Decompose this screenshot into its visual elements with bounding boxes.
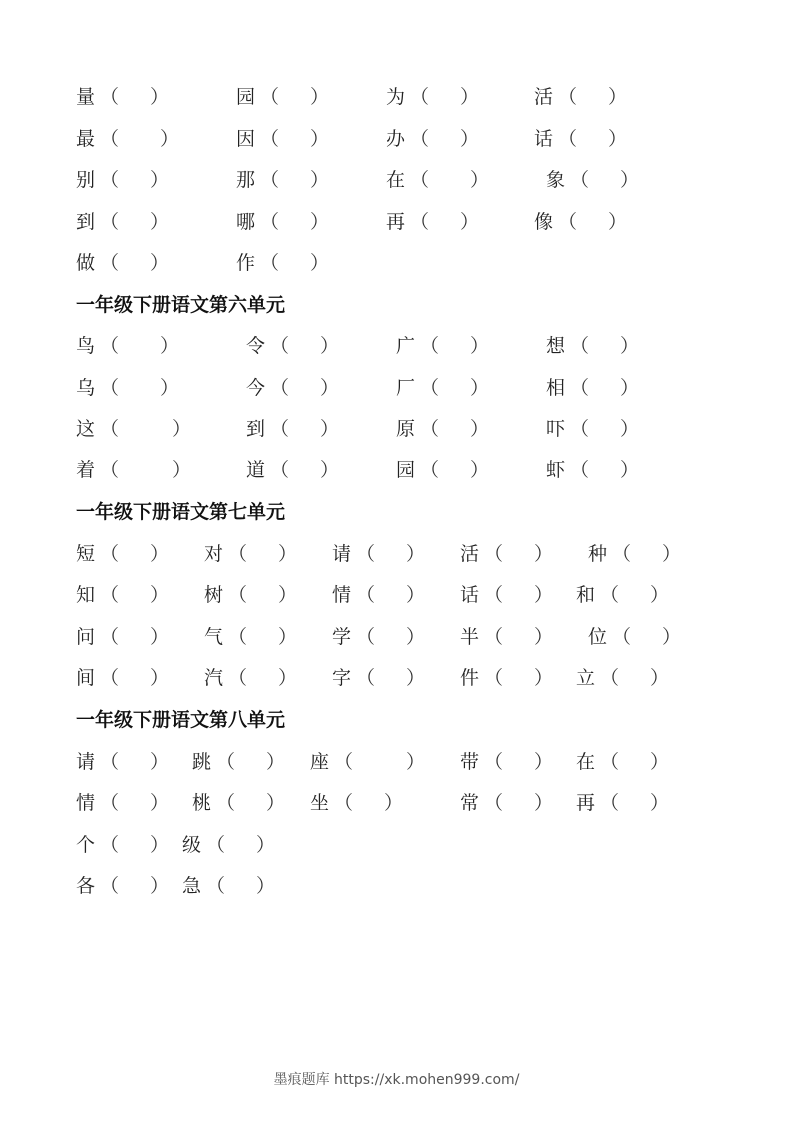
exercise-row	[0, 580, 793, 610]
exercise-item: 最 （ ）	[76, 128, 180, 150]
exercise-item: 座 （ ）	[310, 751, 426, 773]
exercise-item: 在 （ ）	[386, 169, 490, 191]
exercise-item: 对 （ ）	[204, 543, 298, 565]
exercise-item: 吓 （ ）	[546, 418, 640, 440]
section-heading-unit8: 一年级下册语文第八单元	[76, 709, 286, 731]
exercise-item: 桃 （ ）	[192, 792, 286, 814]
exercise-row	[0, 82, 793, 112]
exercise-item: 作 （ ）	[236, 252, 330, 274]
exercise-row	[0, 747, 793, 777]
exercise-item: 知 （ ）	[76, 584, 170, 606]
exercise-item: 想 （ ）	[546, 335, 640, 357]
exercise-item: 再 （ ）	[386, 211, 480, 233]
exercise-item: 哪 （ ）	[236, 211, 330, 233]
exercise-item: 乌 （ ）	[76, 377, 180, 399]
exercise-item: 因 （ ）	[236, 128, 330, 150]
exercise-item: 到 （ ）	[76, 211, 170, 233]
exercise-item: 带 （ ）	[460, 751, 554, 773]
exercise-item: 着 （ ）	[76, 459, 192, 481]
section-heading-unit6: 一年级下册语文第六单元	[76, 294, 286, 316]
exercise-item: 立 （ ）	[576, 667, 670, 689]
exercise-item: 种 （ ）	[588, 543, 682, 565]
exercise-item: 请 （ ）	[76, 751, 170, 773]
exercise-item: 情 （ ）	[76, 792, 170, 814]
exercise-item: 量 （ ）	[76, 86, 170, 108]
exercise-item: 字 （ ）	[332, 667, 426, 689]
exercise-item: 厂 （ ）	[396, 377, 490, 399]
exercise-item: 做 （ ）	[76, 252, 170, 274]
exercise-item: 学 （ ）	[332, 626, 426, 648]
exercise-item: 常 （ ）	[460, 792, 554, 814]
exercise-item: 道 （ ）	[246, 459, 340, 481]
exercise-row	[0, 871, 793, 901]
exercise-item: 个 （ ）	[76, 834, 170, 856]
exercise-item: 为 （ ）	[386, 86, 480, 108]
exercise-item: 级 （ ）	[182, 834, 276, 856]
exercise-row	[0, 248, 793, 278]
exercise-row	[0, 455, 793, 485]
exercise-item: 在 （ ）	[576, 751, 670, 773]
exercise-item: 位 （ ）	[588, 626, 682, 648]
exercise-row	[0, 663, 793, 693]
exercise-item: 像 （ ）	[534, 211, 628, 233]
exercise-item: 情 （ ）	[332, 584, 426, 606]
exercise-row	[0, 622, 793, 652]
exercise-item: 短 （ ）	[76, 543, 170, 565]
exercise-item: 半 （ ）	[460, 626, 554, 648]
exercise-row	[0, 331, 793, 361]
exercise-item: 各 （ ）	[76, 875, 170, 897]
exercise-item: 话 （ ）	[460, 584, 554, 606]
exercise-item: 园 （ ）	[396, 459, 490, 481]
exercise-item: 令 （ ）	[246, 335, 340, 357]
exercise-item: 再 （ ）	[576, 792, 670, 814]
exercise-item: 那 （ ）	[236, 169, 330, 191]
exercise-item: 和 （ ）	[576, 584, 670, 606]
exercise-row	[0, 165, 793, 195]
exercise-row	[0, 414, 793, 444]
exercise-item: 相 （ ）	[546, 377, 640, 399]
exercise-item: 办 （ ）	[386, 128, 480, 150]
exercise-item: 象 （ ）	[546, 169, 640, 191]
exercise-item: 跳 （ ）	[192, 751, 286, 773]
exercise-row	[0, 788, 793, 818]
exercise-item: 件 （ ）	[460, 667, 554, 689]
exercise-row	[0, 539, 793, 569]
exercise-item: 别 （ ）	[76, 169, 170, 191]
exercise-item: 坐 （ ）	[310, 792, 404, 814]
exercise-row	[0, 830, 793, 860]
exercise-item: 虾 （ ）	[546, 459, 640, 481]
exercise-item: 急 （ ）	[182, 875, 276, 897]
exercise-item: 今 （ ）	[246, 377, 340, 399]
exercise-item: 问 （ ）	[76, 626, 170, 648]
exercise-item: 汽 （ ）	[204, 667, 298, 689]
exercise-item: 鸟 （ ）	[76, 335, 180, 357]
page-footer: 墨痕题库 https://xk.mohen999.com/	[273, 1072, 520, 1088]
exercise-item: 话 （ ）	[534, 128, 628, 150]
exercise-item: 间 （ ）	[76, 667, 170, 689]
exercise-item: 气 （ ）	[204, 626, 298, 648]
section-heading-unit7: 一年级下册语文第七单元	[76, 501, 286, 523]
exercise-item: 原 （ ）	[396, 418, 490, 440]
exercise-item: 活 （ ）	[534, 86, 628, 108]
exercise-item: 广 （ ）	[396, 335, 490, 357]
exercise-row	[0, 124, 793, 154]
exercise-row	[0, 373, 793, 403]
exercise-item: 到 （ ）	[246, 418, 340, 440]
exercise-item: 这 （ ）	[76, 418, 192, 440]
exercise-item: 园 （ ）	[236, 86, 330, 108]
exercise-item: 活 （ ）	[460, 543, 554, 565]
exercise-item: 请 （ ）	[332, 543, 426, 565]
exercise-row	[0, 207, 793, 237]
exercise-item: 树 （ ）	[204, 584, 298, 606]
